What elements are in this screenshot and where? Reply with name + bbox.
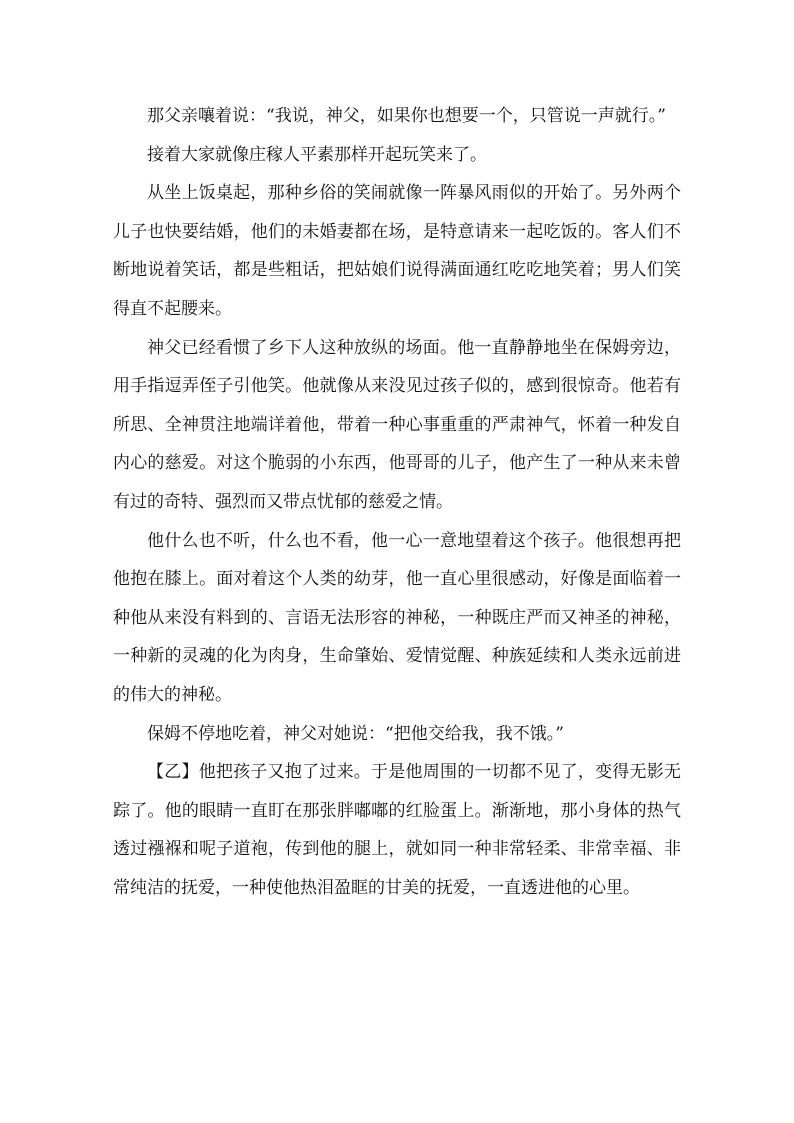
paragraph: 保姆不停地吃着，神父对她说：“把他交给我，我不饿。” [147,723,564,744]
paragraph: 接着大家就像庄稼人平素那样开起玩笑来了。 [147,144,487,165]
paragraph: 【乙】他把孩子又抱了过来。于是他周围的一切都不见了，变得无影无踪了。他的眼睛一直盯在那张胖嘟嘟的红脸蛋上。渐渐地，那小身体的热气透过襁褓和呢子道袍，传到他的腿上，就如同一种非常轻柔、非常幸福、非常纯洁的抚爱，一种使他热泪盈眶的甘美的抚爱，一直透进他的心里。 [113,762,681,898]
body-text [113,97,681,907]
paragraph: 神父已经看惯了乡下人这种放纵的场面。他一直静静地坐在保姆旁边，用手指逗弄侄子引他笑。他就像从来没见过孩子似的，感到很惊奇。他若有所思、全神贯注地端详着他，带着一种心事重重的严肃神气，怀着一种发自内心的慈爱。对这个脆弱的小东西，他哥哥的儿子，他产生了一种从来未曾有过的奇特、强烈而又带点忧郁的慈爱之情。 [113,337,681,512]
paragraph: 他什么也不听，什么也不看，他一心一意地望着这个孩子。他很想再把他抱在膝上。面对着这个人类的幼芽，他一直心里很感动，好像是面临着一种他从来没有料到的、言语无法形容的神秘，一种既庄严而又神圣的神秘，一种新的灵魂的化为肉身，生命肇始、爱情觉醒、种族延续和人类永远前进的伟大的神秘。 [113,530,681,705]
paragraph: 那父亲嚷着说：“我说，神父，如果你也想要一个，只管说一声就行。” [147,106,666,126]
paragraph: 从坐上饭桌起，那种乡俗的笑闹就像一阵暴风雨似的开始了。另外两个儿子也快要结婚，他们的未婚妻都在场，是特意请来一起吃饭的。客人们不断地说着笑话，都是些粗话，把姑娘们说得满面通红吃吃地笑着；男人们笑得直不起腰来。 [113,183,681,319]
